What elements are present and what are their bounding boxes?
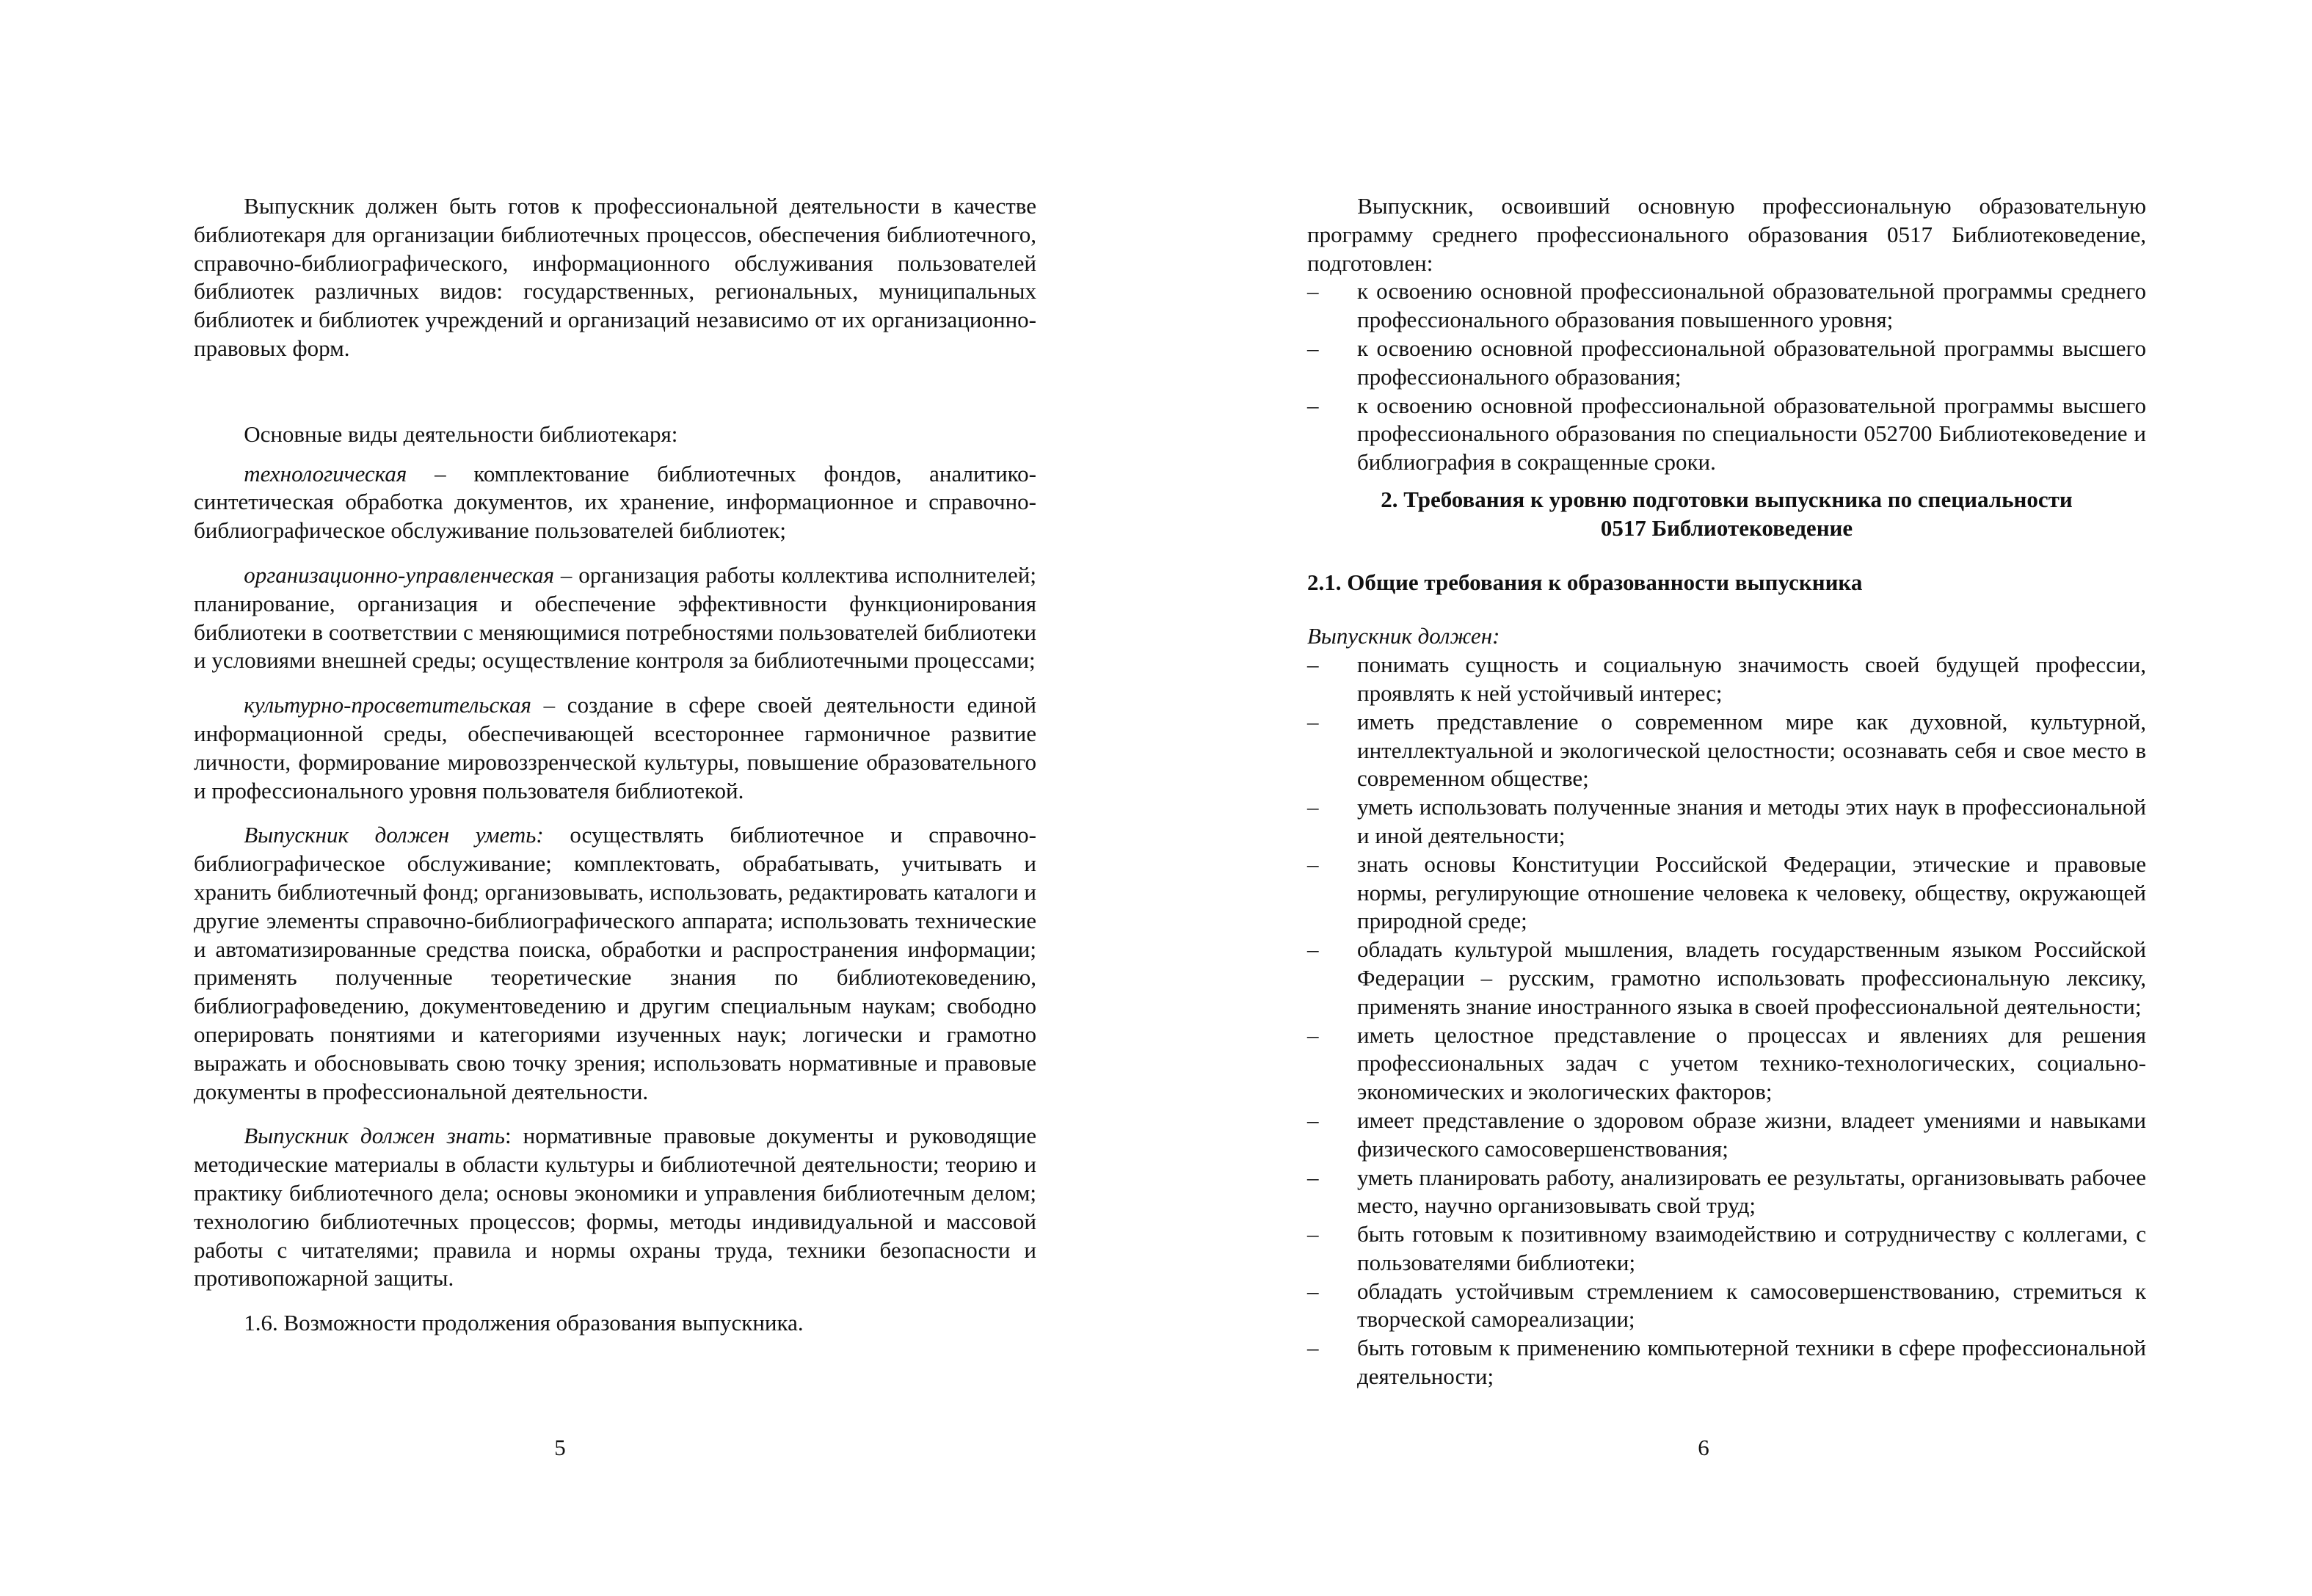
term-organizational: организационно-управленческая [244, 561, 555, 588]
prepared-intro: Выпускник, освоивший основную профессиональную образовательную программу среднего профессионального образования 0517 Библиотековедение, подготовлен: [1307, 193, 2146, 276]
knowledge-label: Выпускник должен знать [244, 1123, 506, 1149]
list-item: – к освоению основной профессиональной образовательной программы среднего профессионального образования повышенного уровня; [1307, 278, 2146, 333]
list-item: – быть готовым к применению компьютерной техники в сфере профессиональной деятельности; [1307, 1335, 2146, 1390]
dash-marker: – [1307, 1335, 1319, 1361]
graduate-readiness-paragraph: Выпускник должен быть готов к профессиональной деятельности в качестве библиотекаря для организации библиотечных процессов, обеспечения библиотечного, справочно-библиографического, информационного обслуживания пользователей библиотек различных видов: государственных, региональных, муниципальных библиотек и библиотек учреждений и организаций независимо от их организационно-правовых форм. [194, 193, 1036, 361]
dash-marker: – [1307, 1107, 1319, 1133]
dash-marker: – [1307, 1021, 1319, 1048]
list-item: – к освоению основной профессиональной образовательной программы высшего профессионального образования; [1307, 335, 2146, 390]
term-technological: технологическая [244, 460, 407, 487]
activity-organizational [194, 561, 1036, 675]
dash-marker: – [1307, 278, 1319, 305]
activity-types-intro: Основные виды деятельности библиотекаря: [244, 420, 678, 447]
dash-marker: – [1307, 392, 1319, 418]
skills-text: осуществлять библиотечное и справочно-библиографическое обслуживание; комплектовать, обрабатывать, учитывать и хранить библиотечный фонд; организовывать, использовать, редактировать каталоги и другие элементы справочно-библиографического аппарата; использовать технические и автоматизированные средства поиска, обработки и распространения информации; применять полученные теоретические знания по библиотековедению, библиографоведению, документоведению и другим специальным наукам; свободно оперировать понятиями и категориями изученных наук; логически и грамотно выражать и обосновывать свою точку зрения; использовать нормативные и правовые документы в профессиональной деятельности. [194, 822, 1036, 1104]
list-item: – к освоению основной профессиональной образовательной программы высшего профессионального образования по специальности 052700 Библиотековедение и библиография в сокращенные сроки. [1307, 392, 2146, 475]
prepared-list [1307, 277, 2146, 477]
term-cultural: культурно-просветительская [244, 692, 531, 718]
skills-label: Выпускник должен уметь: [244, 822, 544, 848]
dash-marker: – [1307, 1164, 1319, 1190]
organizational-description: – организация работы коллектива исполнителей; планирование, организация и обеспечение эффективности функционирования библиотеки в соответствии с меняющимися потребностями пользователей библиотеки и условиями внешней среды; осуществление контроля за библиотечными процессами; [194, 561, 1036, 674]
list-item: – понимать сущность и социальную значимость своей будущей профессии, проявлять к ней устойчивый интерес; [1307, 652, 2146, 706]
dash-marker: – [1307, 335, 1319, 361]
activity-cultural [194, 691, 1036, 805]
subsection-heading: 2.1. Общие требования к образованности выпускника [1307, 569, 1863, 595]
list-item: – имеет представление о здоровом образе жизни, владеет умениями и навыками физического самосовершенствования; [1307, 1107, 2146, 1162]
list-item: – иметь представление о современном мире как духовной, культурной, интеллектуальной и экологической целостности; осознавать себя и свое место в современном обществе; [1307, 708, 2146, 792]
dash-marker: – [1307, 794, 1319, 820]
cultural-description: – создание в сфере своей деятельности единой информационной среды, обеспечивающей всестороннее гармоничное развитие личности, формирование мировоззренческой культуры, повышение образовательного и профессионального уровня пользователя библиотекой. [194, 692, 1036, 804]
knowledge-text: : нормативные правовые документы и руководящие методические материалы в области культуры и библиотечной деятельности; теорию и практику библиотечного дела; основы экономики и управления библиотечным делом; технологию библиотечных процессов; формы, методы индивидуальной и массовой работы с читателями; правила и нормы охраны труда, техники безопасности и противопожарной защиты. [194, 1123, 1036, 1291]
list-item: – иметь целостное представление о процессах и явлениях для решения профессиональных задач с учетом технико-технологических, социально-экономических и экологических факторов; [1307, 1021, 2146, 1105]
technological-description: – комплектование библиотечных фондов, аналитико-синтетическая обработка документов, их хранение, информационное и справочно-библиографическое обслуживание пользователей библиотек; [194, 460, 1036, 544]
list-item: – быть готовым к позитивному взаимодействию и сотрудничеству с коллегами, с пользователями библиотеки; [1307, 1221, 2146, 1275]
dash-marker: – [1307, 652, 1319, 678]
dash-marker: – [1307, 850, 1319, 877]
dash-marker: – [1307, 936, 1319, 963]
list-item: – обладать культурой мышления, владеть государственным языком Российской Федерации – русским, грамотно использовать профессиональную лексику, применять знание иностранного языка в своей профессиональной деятельности; [1307, 936, 2146, 1019]
requirements-label: Выпускник должен: [1307, 623, 1500, 649]
list-item: – обладать устойчивым стремлением к самосовершенствованию, стремиться к творческой самореализации; [1307, 1278, 2146, 1333]
list-item: – знать основы Конституции Российской Федерации, этические и правовые нормы, регулирующие отношение человека к человеку, обществу, окружающей природной среде; [1307, 850, 2146, 934]
list-item: – уметь использовать полученные знания и методы этих наук в профессиональной и иной деятельности; [1307, 794, 2146, 848]
activity-technological [194, 460, 1036, 545]
page-number-right: 6 [1698, 1435, 1709, 1460]
page-right-body [1307, 192, 2146, 1391]
section-continuation-title: 1.6. Возможности продолжения образования выпускника. [244, 1310, 804, 1336]
page-left-body [194, 192, 1036, 1338]
skills-paragraph [194, 821, 1036, 1106]
dash-marker: – [1307, 708, 1319, 735]
dash-marker: – [1307, 1278, 1319, 1304]
page-right [1156, 0, 2312, 1596]
list-item: – уметь планировать работу, анализировать ее результаты, организовывать рабочее место, научно организовывать свой труд; [1307, 1164, 2146, 1219]
dash-marker: – [1307, 1221, 1319, 1247]
requirements-list [1307, 651, 2146, 1391]
section-heading-line2: 0517 Библиотековедение [1600, 514, 1853, 541]
knowledge-paragraph [194, 1122, 1036, 1293]
page-number-left: 5 [554, 1435, 566, 1460]
section-heading-line1: 2. Требования к уровню подготовки выпускника по специальности [1381, 486, 2073, 512]
section-heading [1307, 486, 2146, 543]
